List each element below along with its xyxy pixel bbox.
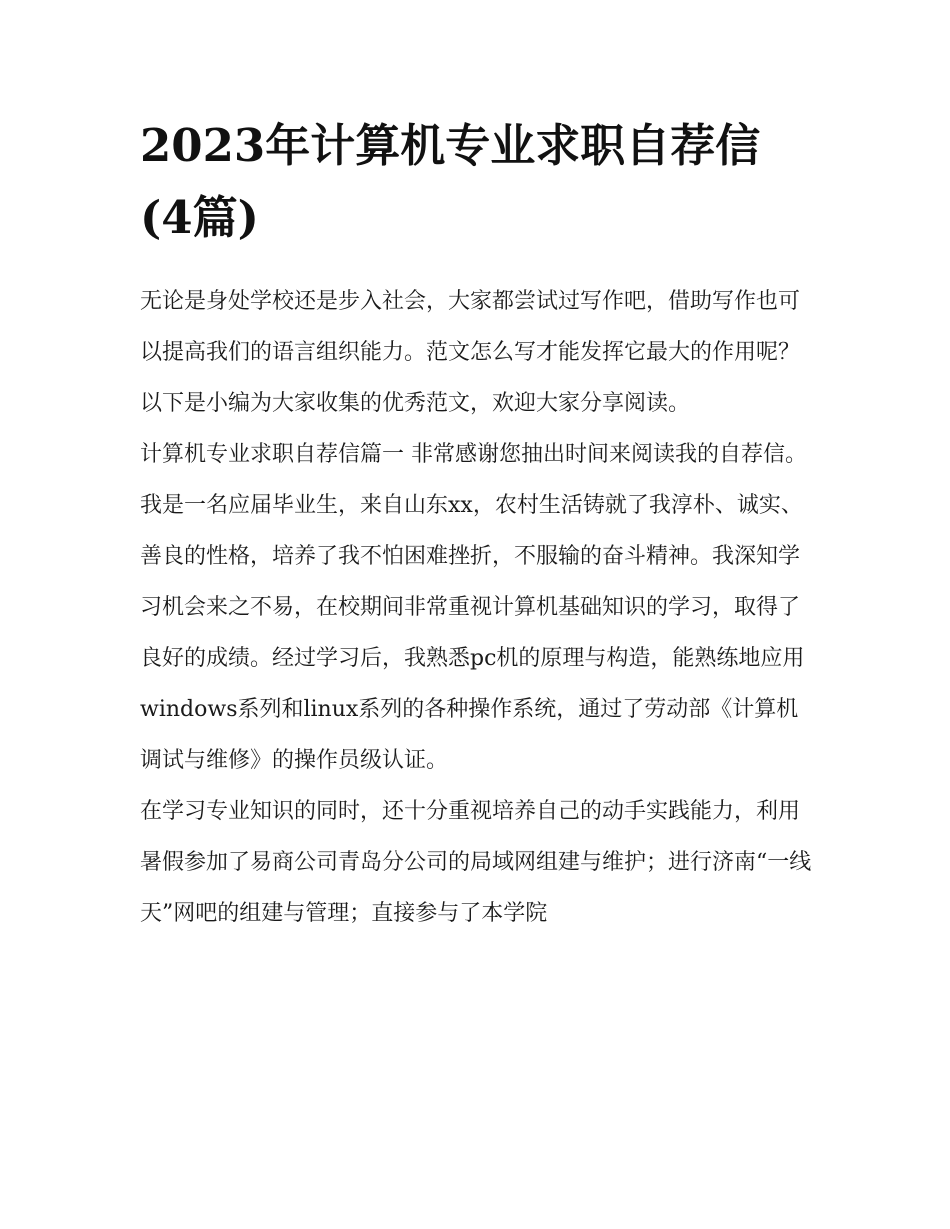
- document-body: [140, 276, 812, 939]
- paragraph-intro: 无论是身处学校还是步入社会，大家都尝试过写作吧，借助写作也可以提高我们的语言组织能力。范文怎么写才能发挥它最大的作用呢？以下是小编为大家收集的优秀范文，欢迎大家分享阅读。: [140, 289, 801, 416]
- paragraph-practice: 在学习专业知识的同时，还十分重视培养自己的动手实践能力，利用暑假参加了易商公司青岛分公司的局域网组建与维护；进行济南“一线天”网吧的组建与管理；直接参与了本学院: [140, 799, 812, 926]
- paragraph-letter-opening: 计算机专业求职自荐信篇一 非常感谢您抽出时间来阅读我的自荐信。: [140, 442, 807, 467]
- document-title: 2023年计算机专业求职自荐信(4篇): [140, 119, 761, 244]
- paragraph-background: 我是一名应届毕业生，来自山东xx，农村生活铸就了我淳朴、诚实、善良的性格，培养了我不怕困难挫折，不服输的奋斗精神。我深知学习机会来之不易，在校期间非常重视计算机基础知识的学习，取得了良好的成绩。经过学习后，我熟悉pc机的原理与构造，能熟练地应用windows系列和linux系列的各种操作系统，通过了劳动部《计算机调试与维修》的操作员级认证。: [140, 493, 805, 773]
- document-page: [140, 110, 812, 939]
